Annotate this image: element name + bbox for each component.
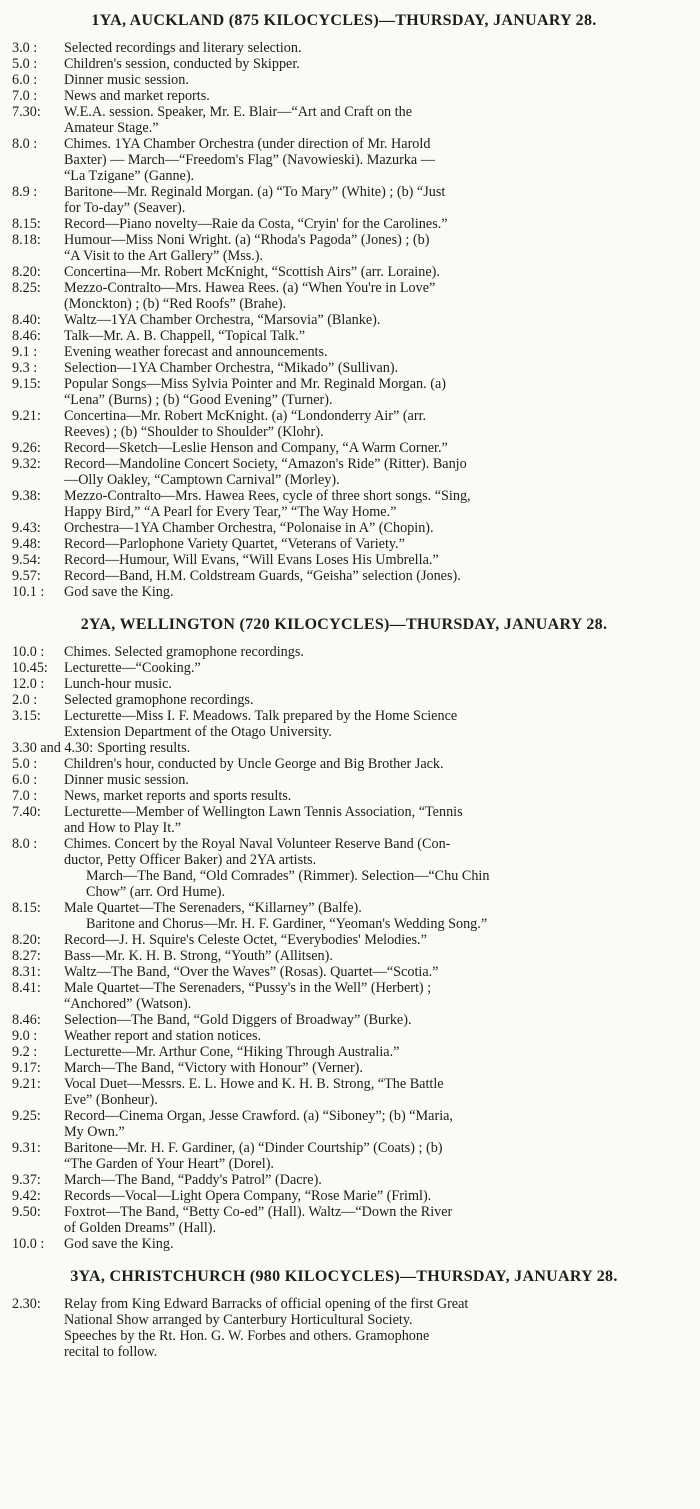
programme-text: Vocal Duet—Messrs. E. L. Howe and K. H. B. Strong, “The Battle [64, 1076, 444, 1092]
programme-item [12, 184, 676, 216]
programme-item [12, 836, 676, 868]
programme-item [12, 40, 676, 56]
programme-time [12, 868, 64, 884]
programme-time: 9.42: [12, 1188, 41, 1204]
programme-line [12, 868, 676, 884]
programme-text: Male Quartet—The Serenaders, “Pussy's in the Well” (Herbert) ; [64, 980, 432, 996]
programme-line [12, 1028, 676, 1044]
programme-line [12, 568, 676, 584]
programme-item [12, 536, 676, 552]
programme-line [12, 40, 676, 56]
programme-text: Children's session, conducted by Skipper. [64, 56, 300, 72]
programme-item [12, 644, 676, 660]
programme-line [12, 1140, 676, 1156]
programme-line [12, 804, 676, 820]
programme-line [12, 1060, 676, 1076]
programme-line [12, 312, 676, 328]
programme-item [12, 932, 676, 948]
programme-text-continued: “A Visit to the Art Gallery” (Mss.). [64, 248, 264, 264]
programme-time: 7.40: [12, 804, 41, 820]
programme-text: Bass—Mr. K. H. B. Strong, “Youth” (Allitsen). [64, 948, 333, 964]
programme-text: Relay from King Edward Barracks of official opening of the first Great [64, 1296, 469, 1312]
programme-line [12, 88, 676, 104]
programme-item [12, 584, 676, 600]
programme-time: 9.38: [12, 488, 41, 504]
programme-time: 9.50: [12, 1204, 41, 1220]
programme-line [12, 788, 676, 804]
programme-text-continued: Baxter) — March—“Freedom's Flag” (Navowieski). Mazurka — [64, 152, 435, 168]
programme-item [12, 1140, 676, 1172]
programme-line [12, 440, 676, 456]
programme-time: 8.15: [12, 900, 41, 916]
programme-text: News, market reports and sports results. [64, 788, 292, 804]
programme-time: 8.20: [12, 932, 41, 948]
programme-text: News and market reports. [64, 88, 210, 104]
programme-text-continued: and How to Play It.” [64, 820, 182, 836]
programme-line [12, 184, 676, 200]
programme-item [12, 868, 676, 900]
programme-item [12, 1188, 676, 1204]
programme-time: 12.0 : [12, 676, 45, 692]
programme-text: Selected recordings and literary selection. [64, 40, 302, 56]
programme-item [12, 360, 676, 376]
programme-list [12, 644, 676, 1252]
programme-text: Records—Vocal—Light Opera Company, “Rose Marie” (Friml). [64, 1188, 432, 1204]
programme-text: Mezzo-Contralto—Mrs. Hawea Rees. (a) “When You're in Love” [64, 280, 436, 296]
programme-line [12, 456, 676, 472]
programme-line [12, 104, 676, 120]
programme-line [12, 692, 676, 708]
programme-line [12, 772, 676, 788]
programme-time: 9.57: [12, 568, 41, 584]
programme-item [12, 1012, 676, 1028]
programme-text: Chimes. Concert by the Royal Naval Volunteer Reserve Band (Con- [64, 836, 451, 852]
programme-item [12, 72, 676, 88]
programme-item [12, 520, 676, 536]
programme-time: 8.46: [12, 328, 41, 344]
programme-item [12, 232, 676, 264]
programme-time: 10.0 : [12, 644, 45, 660]
programme-list [12, 1296, 676, 1360]
programme-time: 8.27: [12, 948, 41, 964]
programme-time: 8.0 : [12, 136, 38, 152]
programme-time: 10.0 : [12, 1236, 45, 1252]
programme-text: W.E.A. session. Speaker, Mr. E. Blair—“Art and Craft on the [64, 104, 413, 120]
station-heading: 1YA, AUCKLAND (875 KILOCYCLES)—THURSDAY, JANUARY 28. [91, 12, 597, 29]
programme-item [12, 344, 676, 360]
programme-item [12, 1060, 676, 1076]
programme-line [12, 552, 676, 568]
programme-item [12, 1204, 676, 1236]
programme-line [12, 836, 676, 852]
programme-time: 9.48: [12, 536, 41, 552]
programme-item [12, 280, 676, 312]
programme-line [12, 1076, 676, 1092]
programme-text-continued: ductor, Petty Officer Baker) and 2YA artists. [64, 852, 317, 868]
programme-text: March—The Band, “Paddy's Patrol” (Dacre). [64, 1172, 322, 1188]
programme-time: 3.0 : [12, 40, 38, 56]
programme-item [12, 740, 676, 756]
programme-text: Selection—The Band, “Gold Diggers of Broadway” (Burke). [64, 1012, 412, 1028]
programme-text-continued: “Anchored” (Watson). [64, 996, 192, 1012]
programme-item [12, 1044, 676, 1060]
programme-time: 9.54: [12, 552, 41, 568]
programme-time: 8.18: [12, 232, 41, 248]
programme-item [12, 1236, 676, 1252]
programme-item [12, 1028, 676, 1044]
programme-text: Evening weather forecast and announcements. [64, 344, 328, 360]
programme-text-continued: of Golden Dreams” (Hall). [64, 1220, 217, 1236]
programme-text: Lecturette—“Cooking.” [64, 660, 201, 676]
programme-text-continued: Eve” (Bonheur). [64, 1092, 158, 1108]
programme-text: Weather report and station notices. [64, 1028, 262, 1044]
programme-text: Chimes. 1YA Chamber Orchestra (under direction of Mr. Harold [64, 136, 431, 152]
programme-time: 9.0 : [12, 1028, 38, 1044]
programme-text: Lecturette—Miss I. F. Meadows. Talk prepared by the Home Science [64, 708, 458, 724]
programme-time: 9.21: [12, 1076, 41, 1092]
programme-time: 3.30 and 4.30: [12, 740, 94, 756]
programme-time: 8.25: [12, 280, 41, 296]
programme-text: Mezzo-Contralto—Mrs. Hawea Rees, cycle of three short songs. “Sing, [64, 488, 471, 504]
programme-text: Baritone and Chorus—Mr. H. F. Gardiner, “Yeoman's Wedding Song.” [86, 916, 488, 932]
programme-item [12, 328, 676, 344]
programme-time: 10.1 : [12, 584, 45, 600]
programme-line [12, 280, 676, 296]
programme-text: Male Quartet—The Serenaders, “Killarney” (Balfe). [64, 900, 362, 916]
programme-text: Record—Sketch—Leslie Henson and Company, “A Warm Corner.” [64, 440, 448, 456]
programme-text: Baritone—Mr. Reginald Morgan. (a) “To Mary” (White) ; (b) “Just [64, 184, 446, 200]
programme-text: Waltz—1YA Chamber Orchestra, “Marsovia” (Blanke). [64, 312, 381, 328]
programme-time: 9.43: [12, 520, 41, 536]
programme-line [12, 916, 676, 932]
programme-time: 9.1 : [12, 344, 38, 360]
programme-line [12, 708, 676, 724]
programme-text: Selected gramophone recordings. [64, 692, 254, 708]
programme-text: Record—Parlophone Variety Quartet, “Veterans of Variety.” [64, 536, 405, 552]
programme-item [12, 1108, 676, 1140]
programme-item [12, 756, 676, 772]
programme-line [12, 1044, 676, 1060]
programme-time: 8.20: [12, 264, 41, 280]
programme-line [12, 660, 676, 676]
programme-line [12, 56, 676, 72]
programme-text-continued: Chow” (arr. Ord Hume). [86, 884, 226, 900]
programme-text: Talk—Mr. A. B. Chappell, “Topical Talk.” [64, 328, 306, 344]
programme-item [12, 488, 676, 520]
programme-line [12, 644, 676, 660]
programme-time: 5.0 : [12, 756, 38, 772]
programme-line [12, 1296, 676, 1312]
programme-item [12, 216, 676, 232]
programme-text: Concertina—Mr. Robert McKnight. (a) “Londonderry Air” (arr. [64, 408, 427, 424]
programme-item [12, 676, 676, 692]
programme-time: 9.3 : [12, 360, 38, 376]
programme-time: 8.0 : [12, 836, 38, 852]
programme-time: 9.32: [12, 456, 41, 472]
programme-text: Foxtrot—The Band, “Betty Co-ed” (Hall). Waltz—“Down the River [64, 1204, 453, 1220]
programme-text: Record—J. H. Squire's Celeste Octet, “Everybodies' Melodies.” [64, 932, 427, 948]
programme-item [12, 104, 676, 136]
programme-text-continued: Happy Bird,” “A Pearl for Every Tear,” “The Way Home.” [64, 504, 397, 520]
programme-item [12, 660, 676, 676]
programme-time: 9.26: [12, 440, 41, 456]
programme-item [12, 900, 676, 916]
programme-line [12, 232, 676, 248]
programme-line [12, 136, 676, 152]
programme-time: 7.30: [12, 104, 41, 120]
programme-text-continued: National Show arranged by Canterbury Horticultural Society. [64, 1312, 413, 1328]
programme-time: 6.0 : [12, 772, 38, 788]
programme-text: March—The Band, “Victory with Honour” (Verner). [64, 1060, 363, 1076]
programme-line [12, 264, 676, 280]
programme-text: Lecturette—Member of Wellington Lawn Tennis Association, “Tennis [64, 804, 463, 820]
programme-time: 7.0 : [12, 88, 38, 104]
programme-line [12, 520, 676, 536]
programme-text: Humour—Miss Noni Wright. (a) “Rhoda's Pagoda” (Jones) ; (b) [64, 232, 430, 248]
programme-text: Concertina—Mr. Robert McKnight, “Scottish Airs” (arr. Loraine). [64, 264, 440, 280]
programme-time: 9.25: [12, 1108, 41, 1124]
programme-text-continued: —Olly Oakley, “Camptown Carnival” (Morley). [64, 472, 340, 488]
programme-line [12, 1188, 676, 1204]
programme-line [12, 216, 676, 232]
programme-line [12, 376, 676, 392]
programme-line [12, 360, 676, 376]
programme-line [12, 676, 676, 692]
programme-line [12, 72, 676, 88]
programme-text: God save the King. [64, 1236, 174, 1252]
programme-item [12, 88, 676, 104]
programme-item [12, 772, 676, 788]
programme-list [12, 40, 676, 600]
programme-text-continued: My Own.” [64, 1124, 125, 1140]
programme-item [12, 916, 676, 932]
programme-line [12, 900, 676, 916]
programme-item [12, 552, 676, 568]
programme-text: God save the King. [64, 584, 174, 600]
programme-item [12, 312, 676, 328]
programme-line [12, 1204, 676, 1220]
programme-time: 2.30: [12, 1296, 41, 1312]
programme-time: 6.0 : [12, 72, 38, 88]
programme-time: 8.31: [12, 964, 41, 980]
station-heading: 2YA, WELLINGTON (720 KILOCYCLES)—THURSDAY, JANUARY 28. [80, 616, 608, 633]
programme-text: Record—Mandoline Concert Society, “Amazon's Ride” (Ritter). Banjo [64, 456, 467, 472]
programme-item [12, 264, 676, 280]
programme-text-continued: Extension Department of the Otago University. [64, 724, 332, 740]
programme-line [12, 1172, 676, 1188]
programme-time: 10.45: [12, 660, 48, 676]
programme-text: Waltz—The Band, “Over the Waves” (Rosas). Quartet—“Scotia.” [64, 964, 439, 980]
programme-text-continued: Amateur Stage.” [64, 120, 159, 136]
programme-item [12, 804, 676, 836]
programme-time: 8.15: [12, 216, 41, 232]
programme-text: Dinner music session. [64, 72, 189, 88]
programme-item [12, 1172, 676, 1188]
programme-text-continued: Reeves) ; (b) “Shoulder to Shoulder” (Klohr). [64, 424, 324, 440]
programme-text: March—The Band, “Old Comrades” (Rimmer). Selection—“Chu Chin [86, 868, 490, 884]
programme-item [12, 440, 676, 456]
programme-item [12, 980, 676, 1012]
programme-line [12, 488, 676, 504]
programme-text: Orchestra—1YA Chamber Orchestra, “Polonaise in A” (Chopin). [64, 520, 434, 536]
programme-line [12, 980, 676, 996]
programme-time: 9.15: [12, 376, 41, 392]
programme-time: 8.9 : [12, 184, 38, 200]
programme-text: Sporting results. [97, 740, 191, 756]
programme-line [12, 1012, 676, 1028]
programme-item [12, 964, 676, 980]
programme-time: 9.2 : [12, 1044, 38, 1060]
programme-text-continued: “The Garden of Your Heart” (Dorel). [64, 1156, 274, 1172]
programme-text: Popular Songs—Miss Sylvia Pointer and Mr. Reginald Morgan. (a) [64, 376, 446, 392]
programme-time: 9.21: [12, 408, 41, 424]
programme-item [12, 456, 676, 488]
programme-line [12, 344, 676, 360]
programme-text: Record—Band, H.M. Coldstream Guards, “Geisha” selection (Jones). [64, 568, 461, 584]
programme-time [12, 916, 64, 932]
programme-line [12, 948, 676, 964]
programme-text: Record—Cinema Organ, Jesse Crawford. (a) “Siboney”; (b) “Maria, [64, 1108, 453, 1124]
programme-text: Record—Piano novelty—Raie da Costa, “Cryin' for the Carolines.” [64, 216, 448, 232]
programme-text: Lecturette—Mr. Arthur Cone, “Hiking Through Australia.” [64, 1044, 400, 1060]
programme-text: Children's hour, conducted by Uncle George and Big Brother Jack. [64, 756, 444, 772]
programme-line [12, 328, 676, 344]
programme-line [12, 1236, 676, 1252]
programme-time: 9.31: [12, 1140, 41, 1156]
programme-item [12, 708, 676, 740]
programme-item [12, 788, 676, 804]
programme-time: 8.41: [12, 980, 41, 996]
programme-line [12, 932, 676, 948]
programme-time: 5.0 : [12, 56, 38, 72]
programme-time: 9.37: [12, 1172, 41, 1188]
programme-text: Dinner music session. [64, 772, 189, 788]
programme-text: Baritone—Mr. H. F. Gardiner, (a) “Dinder Courtship” (Coats) ; (b) [64, 1140, 443, 1156]
programme-time: 9.17: [12, 1060, 41, 1076]
programme-time: 7.0 : [12, 788, 38, 804]
programme-text-continued: “La Tzigane” (Ganne). [64, 168, 195, 184]
programme-text: Chimes. Selected gramophone recordings. [64, 644, 304, 660]
programme-item [12, 1296, 676, 1360]
programme-text-continued: recital to follow. [64, 1344, 158, 1360]
programme-item [12, 568, 676, 584]
programme-line [12, 964, 676, 980]
programme-item [12, 692, 676, 708]
programme-item [12, 408, 676, 440]
programme-time: 8.40: [12, 312, 41, 328]
programme-text-continued: “Lena” (Burns) ; (b) “Good Evening” (Turner). [64, 392, 333, 408]
programme-text: Selection—1YA Chamber Orchestra, “Mikado” (Sullivan). [64, 360, 399, 376]
programme-line [12, 584, 676, 600]
programme-time: 8.46: [12, 1012, 41, 1028]
programme-item [12, 136, 676, 184]
programme-time: 2.0 : [12, 692, 38, 708]
programme-text-continued: (Monckton) ; (b) “Red Roofs” (Brahe). [64, 296, 287, 312]
programme-line [12, 1108, 676, 1124]
programme-line [12, 536, 676, 552]
programme-text: Lunch-hour music. [64, 676, 172, 692]
station-heading: 3YA, CHRISTCHURCH (980 KILOCYCLES)—THURSDAY, JANUARY 28. [70, 1268, 618, 1285]
programme-item [12, 1076, 676, 1108]
programme-line [12, 740, 676, 756]
programme-item [12, 56, 676, 72]
programme-text-continued: for To-day” (Seaver). [64, 200, 186, 216]
programme-item [12, 948, 676, 964]
programme-text: Record—Humour, Will Evans, “Will Evans Loses His Umbrella.” [64, 552, 439, 568]
programme-time: 3.15: [12, 708, 41, 724]
programme-line [12, 408, 676, 424]
programme-text-continued: Speeches by the Rt. Hon. G. W. Forbes and others. Gramophone [64, 1328, 430, 1344]
programme-item [12, 376, 676, 408]
programme-line [12, 756, 676, 772]
